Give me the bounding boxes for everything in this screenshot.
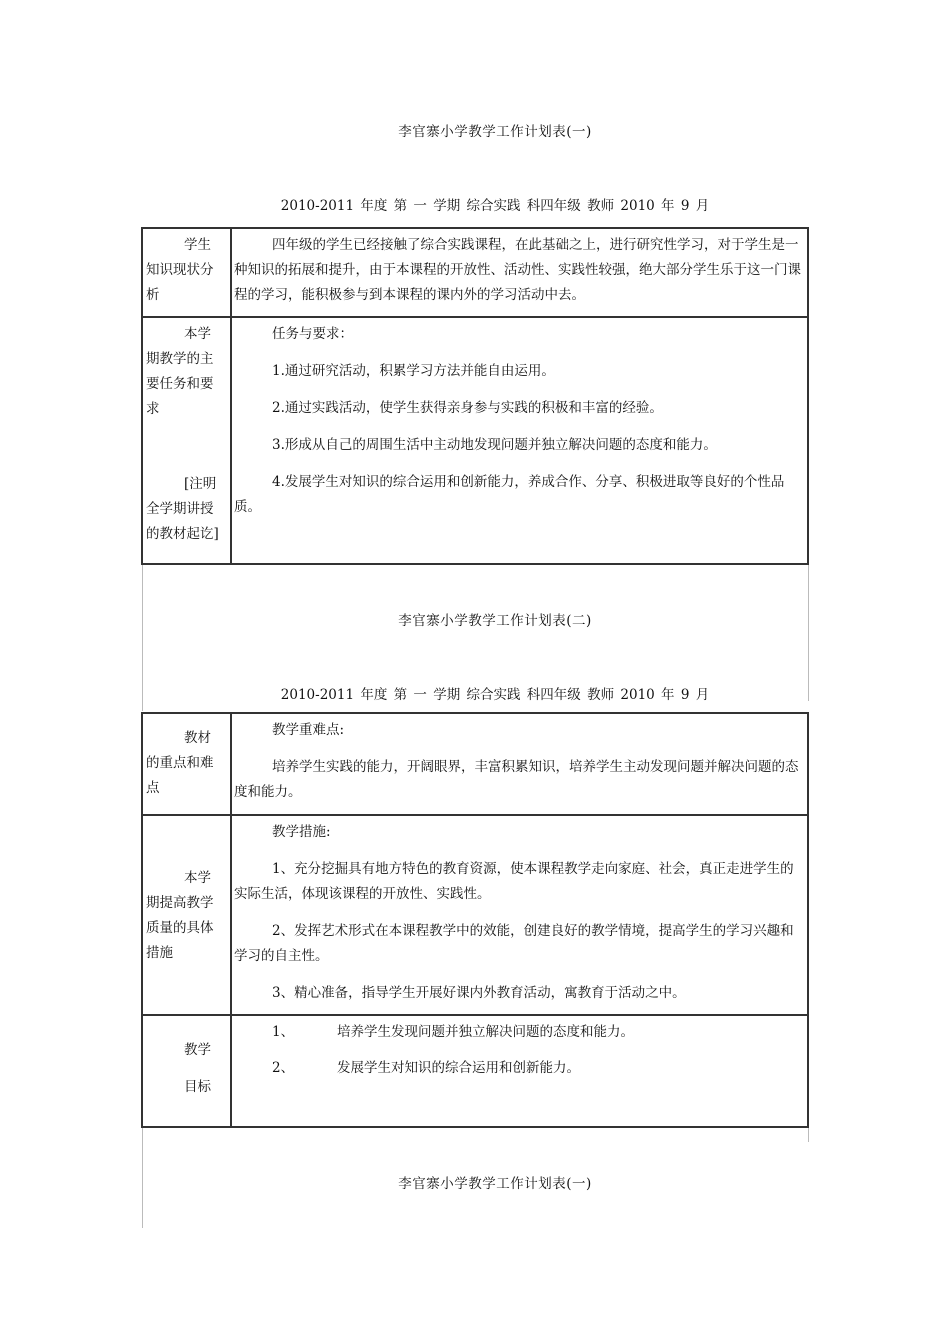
row-content [231, 815, 808, 1015]
row-label [142, 713, 231, 815]
row-content [231, 713, 808, 815]
label-line: 知识现状分 [146, 262, 214, 278]
plan-table-1 [141, 227, 809, 565]
analysis-text: 四年级的学生已经接触了综合实践课程，在此基础之上，进行研究性学习，对于学生是一种知识的拓展和提升，由于本课程的开放性、活动性、实践性较强，绝大部分学生乐于这一门课程的学习，能积极参与到本课程的课内外的学习活动中去。 [234, 237, 801, 303]
measure-item: 2、发挥艺术形式在本课程教学中的效能，创建良好的教学情境，提高学生的学习兴趣和学习的自主性。 [234, 923, 794, 964]
label-line: 求 [146, 401, 160, 417]
page-edge-line [808, 1128, 809, 1142]
goal-number: 1、 [272, 1024, 295, 1040]
tasks-heading: 任务与要求： [272, 326, 353, 342]
label-line: 期提高教学 [146, 895, 214, 911]
plan-title-3: 李官寨小学教学工作计划表(一) [398, 1176, 592, 1192]
label-line: 教材 [184, 730, 211, 746]
goal-item [234, 1020, 805, 1056]
task-item: 4.发展学生对知识的综合运用和创新能力，养成合作、分享、积极进取等良好的个性品质。 [234, 474, 785, 515]
label-line: 目标 [184, 1079, 211, 1095]
label-line: 本学 [184, 870, 211, 886]
page-edge-line [808, 565, 809, 701]
row-label [142, 228, 231, 317]
key-points-text: 培养学生实践的能力，开阔眼界，丰富积累知识，培养学生主动发现问题并解决问题的态度和能力。 [234, 759, 799, 800]
goal-text: 培养学生发现问题并独立解决问题的态度和能力。 [337, 1024, 634, 1040]
table-row-student-analysis [142, 228, 808, 317]
label-line: 点 [146, 780, 160, 796]
goal-item [234, 1056, 805, 1092]
plan-subtitle-1: 2010-2011 年度 第 一 学期 综合实践 科四年级 教师 2010 年 9 月 [280, 198, 710, 214]
label-line: 本学 [184, 326, 211, 342]
label-line: 要任务和要 [146, 376, 214, 392]
plan-title-2: 李官寨小学教学工作计划表(二) [398, 613, 592, 629]
note-line: 的教材起讫] [146, 526, 219, 542]
label-line: 教学 [184, 1042, 211, 1058]
key-points-heading: 教学重难点: [272, 722, 345, 738]
label-line: 析 [146, 287, 160, 303]
task-item: 3.形成从自己的周围生活中主动地发现问题并独立解决问题的态度和能力。 [272, 437, 717, 453]
label-line: 质量的具体 [146, 920, 214, 936]
row-content [231, 228, 808, 317]
plan-table-2 [141, 712, 809, 1128]
label-line: 学生 [184, 237, 211, 253]
plan-title-1: 李官寨小学教学工作计划表(一) [398, 124, 592, 140]
plan-subtitle-2: 2010-2011 年度 第 一 学期 综合实践 科四年级 教师 2010 年 9 月 [280, 687, 710, 703]
label-line: 期教学的主 [146, 351, 214, 367]
task-item: 2.通过实践活动，使学生获得亲身参与实践的积极和丰富的经验。 [272, 400, 663, 416]
note-line: [注明 [184, 476, 217, 492]
row-label [142, 815, 231, 1015]
table-row-goals [142, 1015, 808, 1127]
label-line: 措施 [146, 945, 173, 961]
table-row-key-points [142, 713, 808, 815]
note-line: 全学期讲授 [146, 501, 214, 517]
table-row-main-tasks [142, 317, 808, 564]
task-item: 1.通过研究活动，积累学习方法并能自由运用。 [272, 363, 555, 379]
label-line: 的重点和难 [146, 755, 214, 771]
table-row-measures [142, 815, 808, 1015]
measure-item: 1、充分挖掘具有地方特色的教育资源，使本课程教学走向家庭、社会，真正走进学生的实际生活，体现该课程的开放性、实践性。 [234, 861, 794, 902]
row-content [231, 1015, 808, 1127]
measure-item: 3、精心准备，指导学生开展好课内外教育活动，寓教育于活动之中。 [272, 985, 686, 1001]
goal-number: 2、 [272, 1060, 295, 1076]
row-label [142, 317, 231, 564]
row-label [142, 1015, 231, 1127]
goal-text: 发展学生对知识的综合运用和创新能力。 [337, 1060, 580, 1076]
row-content [231, 317, 808, 564]
measures-heading: 教学措施: [272, 824, 331, 840]
